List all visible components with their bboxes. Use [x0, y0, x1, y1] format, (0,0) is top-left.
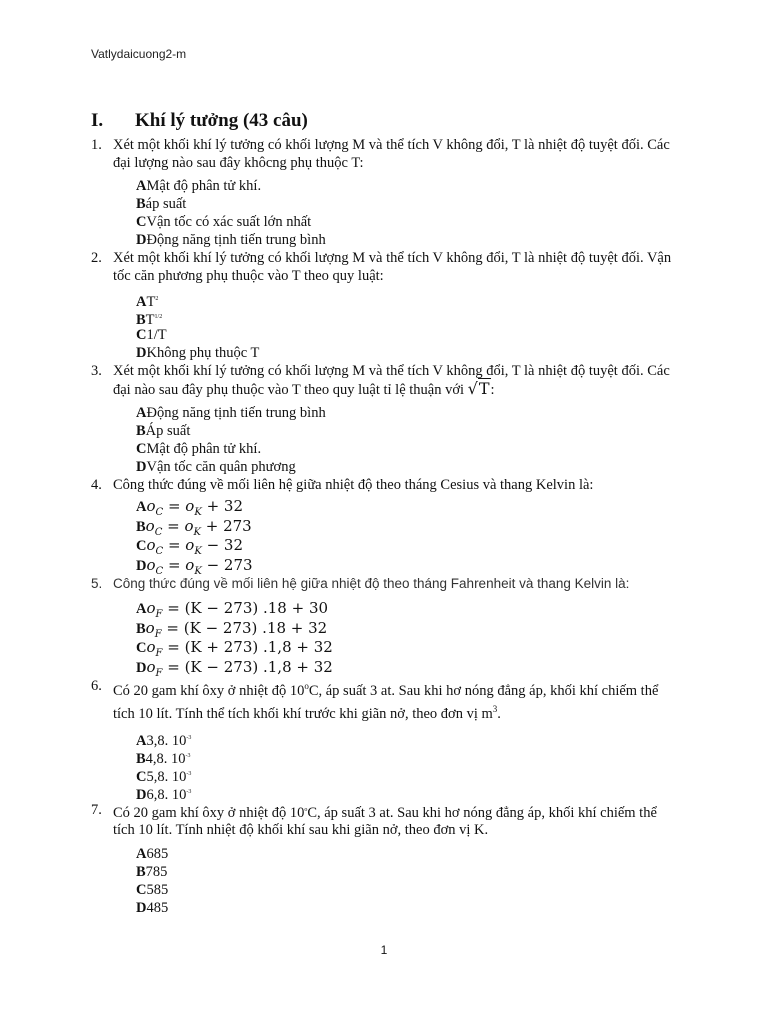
option-d: $Do_F = (K - 273) .1,8 + 32$ [136, 657, 333, 679]
formula: $o_F = (K + 273) .1,8 + 32$ [146, 638, 333, 659]
question-text: Xét một khối khí lý tưởng có khối lượng M và thể tích V không đổi, T là nhiệt độ tuyệt đối. Vận tốc căn phương phụ thuộc vào T theo quy luật: [113, 250, 672, 284]
question-3 [0, 362, 768, 399]
question-list [0, 136, 768, 917]
formula: $o_C = o_K + 273$ [145, 516, 252, 538]
question-number: 2. [91, 250, 102, 266]
formula: $o_C = o_K + 32$ [146, 497, 243, 518]
option-c: $Co_F = (K + 273) .1,8 + 32$ [136, 638, 333, 659]
question-4 [0, 476, 768, 494]
question-text: Công thức đúng về mối liên hệ giữa nhiệt độ theo tháng Cesius và thang Kelvin là: [113, 477, 594, 493]
option-d: DVận tốc căn quân phương [136, 459, 296, 475]
page-number: 1 [380, 943, 388, 957]
option-b: $Bo_C = o_K + 273$ [136, 516, 252, 538]
option-b: Báp suất [136, 196, 187, 212]
question-1 [0, 136, 768, 172]
option-c: C1/T [136, 327, 167, 343]
option-c: C5,8. $10^{-3}$ [136, 768, 192, 785]
question-number: 7. [91, 801, 102, 818]
question-text: Xét một khối khí lý tưởng có khối lượng M và thể tích V không đổi, T là nhiệt độ tuyệt đối. Các đại nào sau đây phụ thuộc vào T theo quy luật tỉ lệ thuận với √T: [113, 363, 670, 398]
question-text: Xét một khối khí lý tưởng có khối lượng M và thể tích V không đổi, T là nhiệt độ tuyệt đối. Các đại lượng nào sau đây khôcng phụ thuộc T: [113, 137, 670, 171]
option-b: $Bo_F = (K - 273) .18 + 32$ [136, 618, 328, 640]
options-3 [0, 404, 768, 476]
question-7 [0, 801, 768, 840]
option-a: A685 [136, 846, 169, 863]
options-1 [0, 177, 768, 249]
option-d: $Do_C = o_K - 273$ [136, 555, 253, 577]
option-b: B785 [136, 864, 168, 881]
section-number: I. [91, 110, 104, 131]
formula: $o_F = (K - 273) .18 + 30$ [146, 599, 329, 620]
formula: $o_C = o_K - 32$ [146, 536, 243, 557]
question-number: 5. [91, 576, 103, 591]
question-number: 6. [91, 678, 102, 694]
option-b: BÁp suất [136, 423, 191, 439]
option-a: AMật độ phân tử khí. [136, 178, 262, 194]
formula: $o_F = (K - 273) .18 + 32$ [145, 618, 328, 640]
question-text: Có 20 gam khí ôxy ở nhiệt độ 10$^o$C, áp suất 3 at. Sau khi hơ nóng đẳng áp, khối khí chiếm thể tích 10 lít. Tính nhiệt độ khối khí sau khi giãn nở, theo đơn vị K. [113, 804, 657, 839]
option-a: A3,8. $10^{-3}$ [136, 732, 192, 749]
option-c: CMật độ phân tử khí. [136, 441, 262, 457]
option-d: D6,8. $10^{-3}$ [136, 786, 192, 803]
option-d: DKhông phụ thuộc T [136, 345, 260, 361]
formula: $o_F = (K - 273) .1,8 + 32$ [146, 657, 333, 679]
question-6 [0, 677, 768, 723]
question-text: Có 20 gam khí ôxy ở nhiệt độ 10$^o$C, áp suất 3 at. Sau khi hơ nóng đẳng áp, khối khí chiếm thể tích 10 lít. Tính thể tích khối khí trước khi giãn nở, theo đơn vị $m^3$. [113, 681, 659, 722]
question-number: 3. [91, 363, 102, 379]
option-b: $BT^{1/2}$ [136, 311, 163, 328]
section-title: Khí lý tưởng (43 câu) [135, 110, 308, 131]
option-c: $Co_C = o_K - 32$ [136, 536, 243, 557]
option-a: $Ao_C = o_K + 32$ [136, 497, 243, 518]
option-a: AĐộng năng tịnh tiến trung bình [136, 405, 326, 421]
question-5 [0, 575, 768, 593]
option-b: B4,8. $10^{-3}$ [136, 750, 191, 767]
option-d: D485 [136, 900, 169, 917]
formula: $o_C = o_K - 273$ [146, 555, 253, 577]
options-4 [0, 497, 768, 575]
option-c: CVận tốc có xác suất lớn nhất [136, 214, 312, 230]
sqrt-formula: √T [467, 379, 490, 398]
option-a: $AT^2$ [136, 293, 159, 310]
option-c: C585 [136, 882, 169, 899]
question-number: 1. [91, 137, 102, 153]
question-2 [0, 249, 768, 285]
options-5 [0, 599, 768, 677]
question-text: Công thức đúng về mối liên hệ giữa nhiệt độ theo tháng Fahrenheit và thang Kelvin là: [113, 576, 630, 591]
document-header: Vatlydaicuong2-m [91, 47, 187, 61]
option-d: DĐộng năng tịnh tiến trung bình [136, 232, 326, 248]
options-7 [0, 845, 768, 917]
question-number: 4. [91, 477, 102, 493]
options-6 [0, 729, 768, 801]
section-heading [91, 110, 308, 132]
options-2 [0, 290, 768, 362]
option-a: $Ao_F = (K - 273) .18 + 30$ [136, 599, 329, 620]
